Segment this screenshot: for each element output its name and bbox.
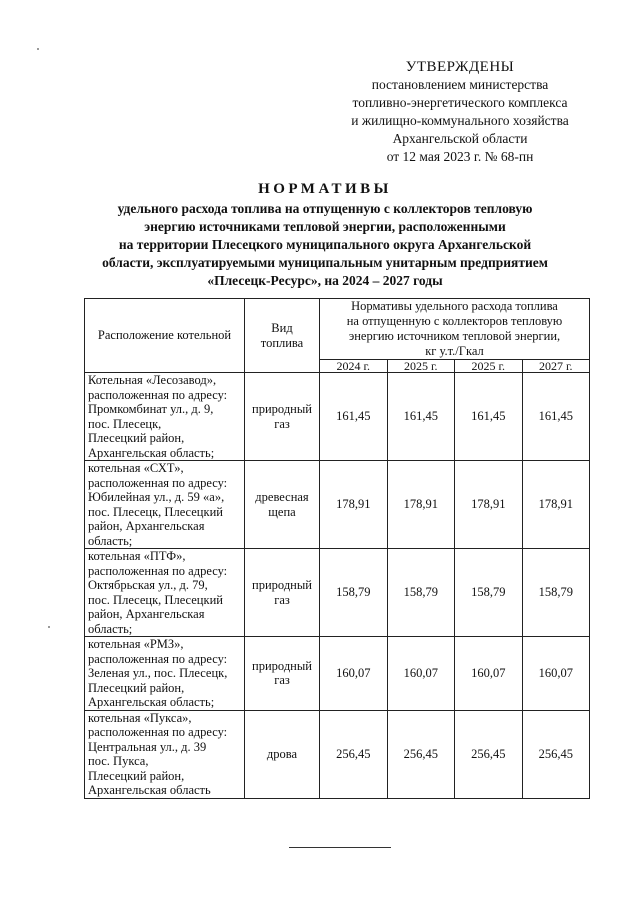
norm-value: 256,45 [320,710,388,798]
fuel-line: природный [252,658,312,673]
norm-value: 158,79 [522,549,590,637]
location-line: Промкомбинат ул., д. 9, [88,402,214,416]
norm-value: 161,45 [455,373,523,461]
norm-value: 160,07 [320,637,388,711]
approval-line: постановлением министерства [371,77,549,92]
location-line: расположенная по адресу: [88,475,228,490]
approval-block [330,58,590,166]
norm-value: 178,91 [455,461,523,549]
table-row [85,710,590,798]
boiler-location [85,710,245,798]
heading-line: на территории Плесецкого муниципального округа Архангельской [118,237,532,252]
header-norms-line: Нормативы удельного расхода топлива [351,299,558,313]
location-line: расположенная по адресу: [88,387,228,402]
location-line: Архангельская область; [88,695,215,709]
norm-value: 158,79 [320,549,388,637]
approval-date: от 12 мая 2023 г. № 68-пн [386,149,534,164]
header-fuel-line: Вид [271,321,293,335]
heading-line: энергию источниками тепловой энергии, расположенными [144,219,506,234]
scan-speck [37,48,39,50]
location-line: Котельная «Лесозавод», [88,373,217,387]
location-line: котельная «СХТ», [88,461,184,475]
header-location: Расположение котельной [85,299,245,373]
location-line: Плесецкий район, [88,680,185,695]
header-norms-line: энергию источником тепловой энергии, [348,329,561,343]
header-year: 2027 г. [522,360,590,373]
location-line: район, Архангельская [88,519,205,533]
norm-value: 256,45 [522,710,590,798]
header-fuel [245,299,320,373]
approval-line: топливно-энергетического комплекса [352,95,568,110]
location-line: пос. Плесецк, [88,416,162,431]
norm-value: 158,79 [387,549,455,637]
location-line: область; [88,621,133,636]
fuel-type [245,710,320,798]
fuel-line: газ [274,673,290,688]
approval-line: Архангельской области [392,131,528,146]
header-year: 2024 г. [320,360,388,373]
header-norms-line: кг у.т./Гкал [425,344,484,358]
location-line: область; [88,533,133,548]
location-line: Зеленая ул., пос. Плесецк, [88,666,228,680]
location-line: Плесецкий район, [88,431,185,445]
norm-value: 256,45 [455,710,523,798]
norm-value: 256,45 [387,710,455,798]
norm-value: 158,79 [455,549,523,637]
norm-value: 160,07 [387,637,455,711]
fuel-type [245,373,320,461]
header-norms [320,299,590,360]
location-line: расположенная по адресу: [88,725,228,739]
norm-value: 160,07 [455,637,523,711]
location-line: Октябрьская ул., д. 79, [88,578,208,592]
table-row [85,461,590,549]
location-line: котельная «РМЗ», [88,637,184,651]
header-fuel-line: топлива [260,335,304,350]
fuel-type [245,461,320,549]
location-line: котельная «Пукса», [88,710,192,725]
norm-value: 178,91 [320,461,388,549]
location-line: расположенная по адресу: [88,563,228,578]
fuel-line: древесная [255,490,309,504]
approval-line: и жилищно-коммунального хозяйства [351,113,569,128]
fuel-type [245,549,320,637]
heading-word: НОРМАТИВЫ [258,181,392,197]
norm-value: 178,91 [522,461,590,549]
location-line: пос. Пукса, [88,754,149,768]
fuel-type [245,637,320,711]
fuel-line: природный [252,578,312,592]
heading-line: «Плесецк-Ресурс», на 2024 – 2027 годы [207,273,443,288]
boiler-location [85,637,245,711]
norm-value: 161,45 [387,373,455,461]
norm-value: 161,45 [320,373,388,461]
location-line: район, Архангельская [88,607,205,621]
location-line: пос. Плесецк, Плесецкий [88,592,223,607]
location-line: котельная «ПТФ», [88,549,186,563]
location-line: пос. Плесецк, Плесецкий [88,504,223,519]
header-year: 2025 г. [387,360,455,373]
location-line: Центральная ул., д. 39 [88,739,207,754]
fuel-line: дрова [266,746,298,761]
location-line: расположенная по адресу: [88,651,228,666]
table-row [85,373,590,461]
norm-value: 160,07 [522,637,590,711]
footer-rule [289,847,391,848]
scan-speck [48,626,50,628]
location-line: Плесецкий район, [88,768,185,783]
table-row [85,637,590,711]
table-header-row [85,299,590,360]
norm-value: 178,91 [387,461,455,549]
fuel-line: газ [274,592,290,607]
boiler-location [85,549,245,637]
header-norms-line: на отпущенную с коллекторов тепловую [346,314,563,328]
location-line: Архангельская область; [88,445,215,460]
location-line: Архангельская область [88,783,211,797]
boiler-location [85,461,245,549]
fuel-line: газ [274,416,290,431]
fuel-line: природный [252,402,312,416]
table-row [85,549,590,637]
header-year: 2025 г. [455,360,523,373]
boiler-location [85,373,245,461]
heading-line: удельного расхода топлива на отпущенную с коллекторов тепловую [117,201,533,216]
norms-table [84,298,590,799]
location-line: Юбилейная ул., д. 59 «а», [88,490,225,504]
norm-value: 161,45 [522,373,590,461]
heading-line: области, эксплуатируемыми муниципальным унитарным предприятием [102,255,548,270]
document-heading [95,180,555,290]
approval-title: УТВЕРЖДЕНЫ [405,59,515,75]
fuel-line: щепа [268,504,296,519]
